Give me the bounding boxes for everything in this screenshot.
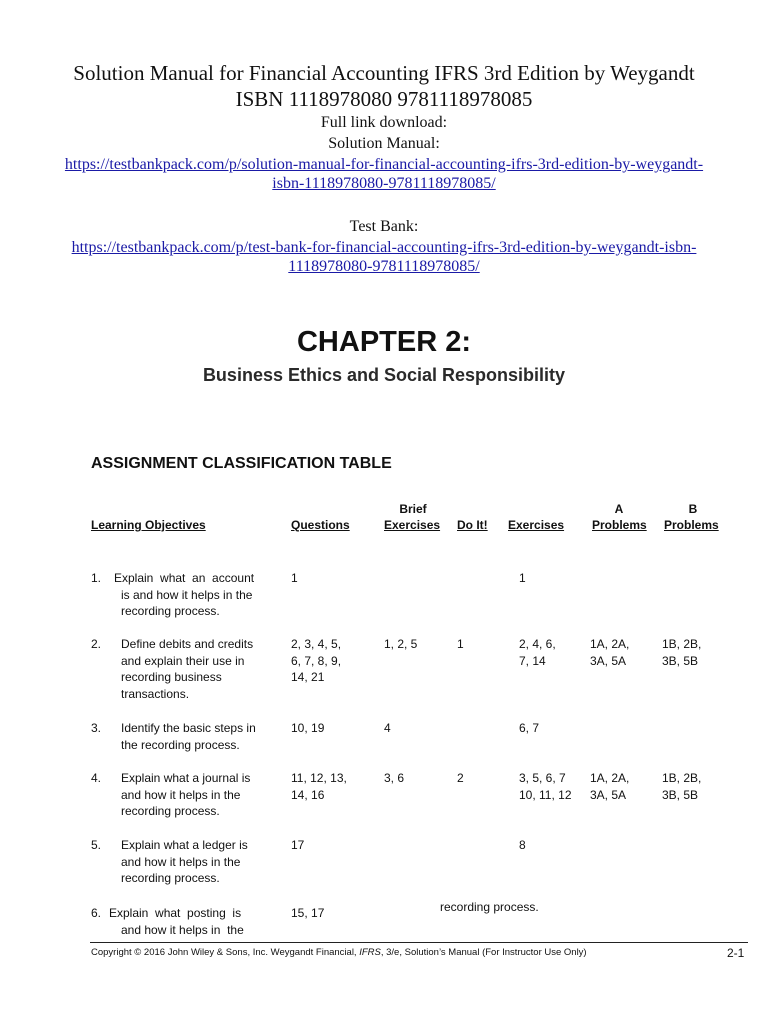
cell-do-it: 2 — [457, 771, 464, 785]
solution-manual-link[interactable] — [0, 155, 768, 193]
objective-text-line: and explain their use in — [121, 653, 245, 668]
objective-text-line: recording business — [121, 670, 222, 684]
document-title-line2: ISBN 1118978080 9781118978085 — [235, 87, 533, 111]
stray-text: recording process. — [440, 900, 539, 914]
copyright-prefix: Copyright © 2016 John Wiley & Sons, Inc. Weygandt Financial, — [91, 947, 357, 958]
cell-exercises: 8 — [519, 838, 526, 852]
cell-questions: 14, 16 — [291, 787, 325, 802]
cell-b-problems: 3B, 5B — [662, 653, 699, 668]
col-header-questions: Questions — [291, 518, 350, 532]
solution-manual-label: Solution Manual: — [328, 135, 440, 152]
cell-questions: 1 — [291, 571, 298, 585]
objective-text-line: and how it helps in the — [121, 922, 244, 937]
cell-questions: 14, 21 — [291, 670, 325, 684]
footer-rule — [90, 942, 748, 943]
col-header-b: Problems — [664, 518, 719, 532]
objective-text-line: Define debits and credits — [121, 637, 254, 651]
cell-do-it: 1 — [457, 637, 464, 651]
testbank-url-line2[interactable]: 1118978080-9781118978085/ — [288, 258, 480, 275]
cell-a-problems: 1A, 2A, — [590, 637, 630, 651]
col-header-a-top: A — [614, 502, 624, 516]
cell-questions: 2, 3, 4, 5, — [291, 637, 342, 651]
footer-copyright — [91, 947, 587, 959]
cell-exercises: 6, 7 — [519, 721, 540, 735]
cell-a-problems: 1A, 2A, — [590, 771, 630, 785]
objective-text-line: transactions. — [121, 686, 190, 701]
cell-brief-exercises: 4 — [384, 721, 391, 735]
objective-number: 3. — [91, 721, 102, 735]
col-header-doit: Do It! — [457, 518, 488, 532]
objective-text-line: recording process. — [121, 604, 220, 618]
copyright-italic: IFRS — [359, 947, 381, 958]
cell-b-problems: 1B, 2B, — [662, 771, 702, 785]
cell-exercises: 2, 4, 6, — [519, 637, 556, 651]
cell-exercises: 10, 11, 12 — [519, 787, 572, 802]
chapter-title: CHAPTER 2: — [296, 326, 471, 358]
objective-number: 1. — [91, 571, 102, 585]
copyright-suffix: , 3/e, Solution’s Manual (For Instructor Use Only) — [380, 947, 587, 958]
col-header-brief-top: Brief — [399, 502, 427, 516]
solution-url-line1[interactable]: https://testbankpack.com/p/solution-manual-for-financial-accounting-ifrs-3rd-edition-by-weygandt- — [64, 156, 704, 173]
cell-b-problems: 1B, 2B, — [662, 637, 702, 651]
full-link-label: Full link download: — [320, 114, 448, 131]
cell-a-problems: 3A, 5A — [590, 787, 627, 802]
objective-number: 4. — [91, 771, 102, 785]
objective-text-line: and how it helps in the — [121, 854, 241, 869]
objective-text-line: recording process. — [121, 804, 220, 818]
objective-text-line: Explain what a journal is — [121, 771, 251, 785]
table-heading: ASSIGNMENT CLASSIFICATION TABLE — [91, 455, 392, 472]
cell-exercises: 7, 14 — [519, 653, 546, 668]
objective-text-line: Explain what posting is — [109, 906, 242, 920]
objective-number: 5. — [91, 838, 102, 852]
objective-number: 6. — [91, 906, 102, 920]
document-title-line1: Solution Manual for Financial Accounting IFRS 3rd Edition by Weygandt — [73, 61, 695, 85]
col-header-objectives: Learning Objectives — [91, 518, 206, 532]
cell-b-problems: 3B, 5B — [662, 787, 699, 802]
cell-exercises: 3, 5, 6, 7 — [519, 771, 566, 785]
test-bank-link[interactable] — [0, 238, 768, 276]
cell-a-problems: 3A, 5A — [590, 653, 627, 668]
objective-number: 2. — [91, 637, 102, 651]
cell-brief-exercises: 3, 6 — [384, 771, 405, 785]
cell-questions: 6, 7, 8, 9, — [291, 653, 342, 668]
objective-text-line: and how it helps in the — [121, 787, 241, 802]
cell-brief-exercises: 1, 2, 5 — [384, 637, 418, 651]
testbank-url-line1[interactable]: https://testbankpack.com/p/test-bank-for-financial-accounting-ifrs-3rd-edition-by-weygandt-isbn- — [71, 239, 697, 256]
col-header-a: Problems — [592, 518, 647, 532]
col-header-exercises: Exercises — [508, 518, 565, 532]
cell-questions: 11, 12, 13, — [291, 771, 347, 785]
objective-text-line: recording process. — [121, 871, 220, 885]
objective-text-line: the recording process. — [121, 737, 240, 752]
objective-text-line: Explain what a ledger is — [121, 838, 248, 852]
col-header-brief: Exercises — [384, 518, 441, 532]
objective-text-line: Explain what an account — [114, 571, 255, 585]
test-bank-label: Test Bank: — [349, 218, 419, 235]
solution-url-line2[interactable]: isbn-1118978080-9781118978085/ — [272, 175, 496, 192]
cell-questions: 15, 17 — [291, 906, 325, 920]
cell-questions: 17 — [291, 838, 305, 852]
col-header-b-top: B — [688, 502, 698, 516]
chapter-subtitle: Business Ethics and Social Responsibility — [202, 365, 566, 385]
cell-exercises: 1 — [519, 571, 526, 585]
objective-text-line: Identify the basic steps in — [121, 721, 256, 735]
page-number: 2-1 — [727, 946, 745, 960]
cell-questions: 10, 19 — [291, 721, 325, 735]
objective-text-line: is and how it helps in the — [121, 587, 253, 602]
